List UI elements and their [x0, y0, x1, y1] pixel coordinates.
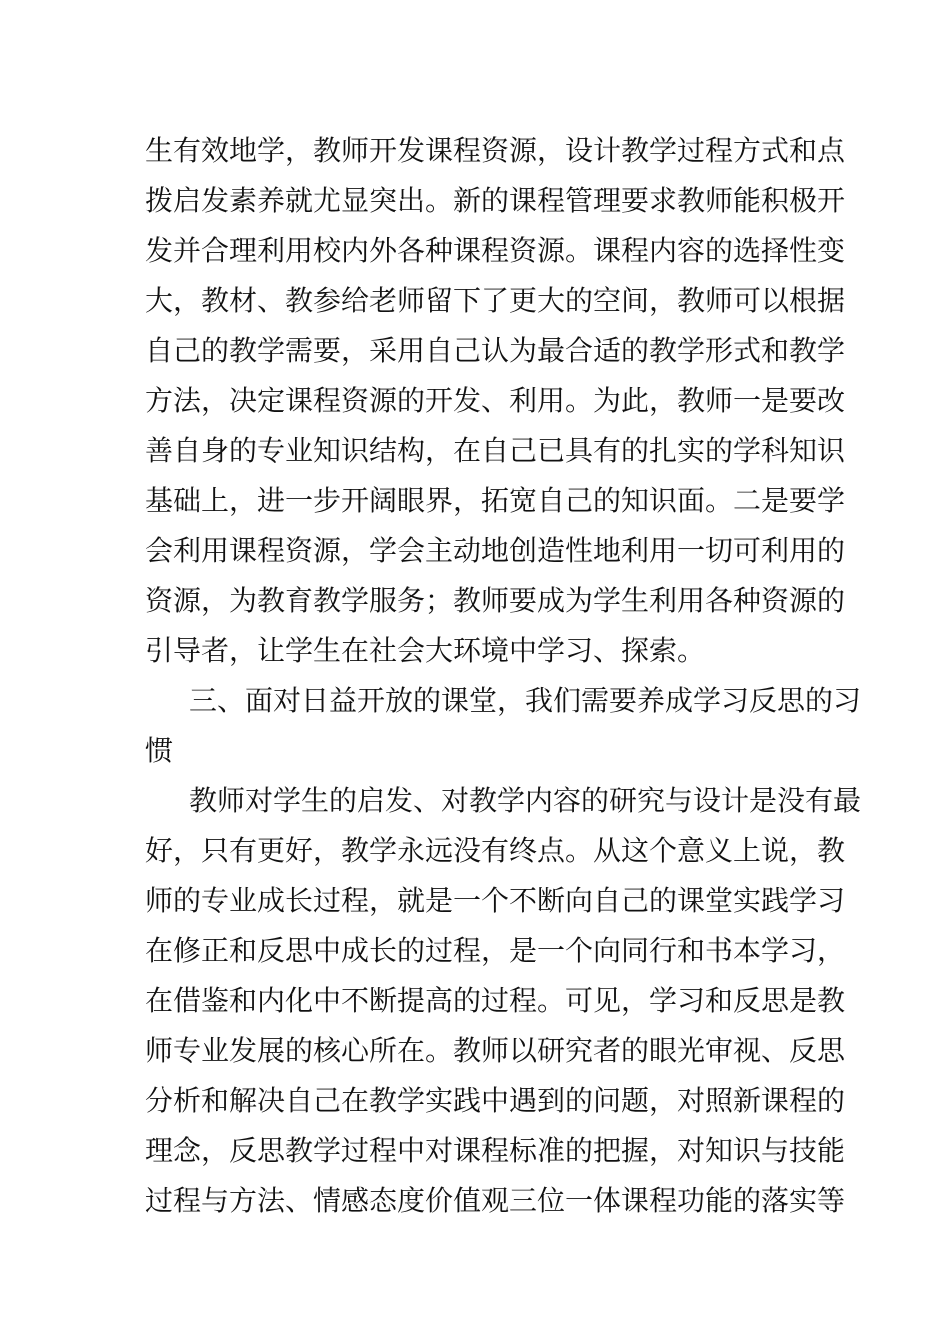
- text-line: 引导者，让学生在社会大环境中学习、探索。: [145, 634, 706, 667]
- text-line: 在修正和反思中成长的过程，是一个向同行和书本学习，: [145, 934, 846, 967]
- text-line: 在借鉴和内化中不断提高的过程。可见，学习和反思是教: [145, 984, 846, 1017]
- text-line: 拨启发素养就尤显突出。新的课程管理要求教师能积极开: [145, 184, 846, 217]
- text-line: 发并合理利用校内外各种课程资源。课程内容的选择性变: [145, 234, 846, 267]
- text-line: 师专业发展的核心所在。教师以研究者的眼光审视、反思: [145, 1034, 846, 1067]
- text-line: 好，只有更好，教学永远没有终点。从这个意义上说，教: [145, 834, 846, 867]
- text-line: 教师对学生的启发、对教学内容的研究与设计是没有最: [189, 784, 862, 817]
- section-heading-line: 三、面对日益开放的课堂，我们需要养成学习反思的习: [189, 684, 862, 717]
- text-line: 资源，为教育教学服务；教师要成为学生利用各种资源的: [145, 584, 846, 617]
- text-line: 会利用课程资源，学会主动地创造性地利用一切可利用的: [145, 534, 846, 567]
- text-line: 过程与方法、情感态度价值观三位一体课程功能的落实等: [145, 1184, 846, 1217]
- section-heading-line: 惯: [145, 734, 174, 767]
- text-line: 理念，反思教学过程中对课程标准的把握，对知识与技能: [145, 1134, 846, 1167]
- text-line: 善自身的专业知识结构，在自己已具有的扎实的学科知识: [145, 434, 846, 467]
- text-line: 基础上，进一步开阔眼界，拓宽自己的知识面。二是要学: [145, 484, 846, 517]
- text-line: 师的专业成长过程，就是一个不断向自己的课堂实践学习: [145, 884, 846, 917]
- text-line: 生有效地学，教师开发课程资源，设计教学过程方式和点: [145, 134, 846, 167]
- text-line: 方法，决定课程资源的开发、利用。为此，教师一是要改: [145, 384, 846, 417]
- text-line: 大，教材、教参给老师留下了更大的空间，教师可以根据: [145, 284, 846, 317]
- text-line: 分析和解决自己在教学实践中遇到的问题，对照新课程的: [145, 1084, 846, 1117]
- text-line: 自己的教学需要，采用自己认为最合适的教学形式和教学: [145, 334, 846, 367]
